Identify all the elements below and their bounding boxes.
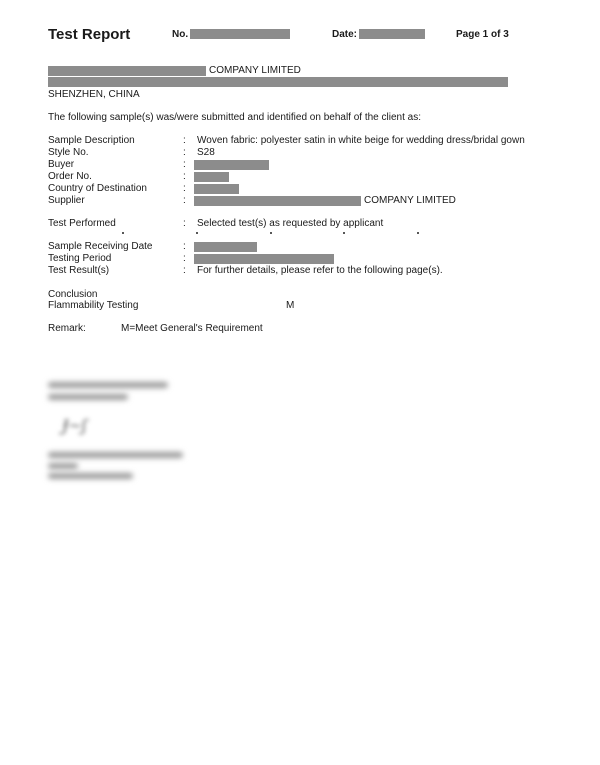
blurred-line xyxy=(48,394,128,400)
signature-scribble: Ɉ~ʃ xyxy=(62,416,87,435)
separator: : xyxy=(183,218,186,229)
separator: : xyxy=(183,265,186,276)
redacted-receiving-date xyxy=(194,242,257,252)
label-test-performed: Test Performed xyxy=(48,218,116,229)
label-style-no: Style No. xyxy=(48,147,89,158)
bullet-mark xyxy=(343,232,345,234)
redacted-applicant-name xyxy=(48,66,206,76)
label-test-results: Test Result(s) xyxy=(48,265,110,276)
value-supplier-suffix: COMPANY LIMITED xyxy=(364,195,456,206)
report-title: Test Report xyxy=(48,26,131,43)
blurred-line xyxy=(48,473,133,479)
conclusion-item-result: M xyxy=(286,300,295,311)
bullet-mark xyxy=(270,232,272,234)
separator: : xyxy=(183,159,186,170)
label-buyer: Buyer xyxy=(48,159,75,170)
redacted-country xyxy=(194,184,239,194)
conclusion-heading: Conclusion xyxy=(48,289,98,300)
redacted-date xyxy=(359,29,425,39)
label-receiving-date: Sample Receiving Date xyxy=(48,241,153,252)
redacted-supplier-name xyxy=(194,196,361,206)
separator: : xyxy=(183,241,186,252)
report-no-label: No. xyxy=(172,29,189,40)
page-indicator: Page 1 of 3 xyxy=(456,29,509,40)
redacted-applicant-address xyxy=(48,77,508,87)
separator: : xyxy=(183,171,186,182)
bullet-mark xyxy=(417,232,419,234)
bullet-mark xyxy=(122,232,124,234)
blurred-line xyxy=(48,463,78,469)
remark-text: M=Meet General's Requirement xyxy=(121,323,263,334)
redacted-report-no xyxy=(190,29,290,39)
label-supplier: Supplier xyxy=(48,195,85,206)
blurred-line xyxy=(48,452,183,458)
label-sample-description: Sample Description xyxy=(48,135,135,146)
label-order-no: Order No. xyxy=(48,171,92,182)
label-country: Country of Destination xyxy=(48,183,147,194)
bullet-mark xyxy=(196,232,198,234)
date-label: Date: xyxy=(332,29,358,40)
redacted-testing-period xyxy=(194,254,334,264)
value-test-performed: Selected test(s) as requested by applicant xyxy=(197,218,384,229)
separator: : xyxy=(183,135,186,146)
applicant-company-suffix: COMPANY LIMITED xyxy=(209,65,301,76)
intro-text: The following sample(s) was/were submitted and identified on behalf of the client as: xyxy=(48,112,421,123)
conclusion-item-label: Flammability Testing xyxy=(48,300,139,311)
redacted-order-no xyxy=(194,172,229,182)
separator: : xyxy=(183,253,186,264)
separator: : xyxy=(183,195,186,206)
applicant-city: SHENZHEN, CHINA xyxy=(48,89,140,100)
value-test-results: For further details, please refer to the following page(s). xyxy=(197,265,443,276)
remark-label: Remark: xyxy=(48,323,86,334)
value-style-no: S28 xyxy=(197,147,215,158)
label-testing-period: Testing Period xyxy=(48,253,112,264)
separator: : xyxy=(183,147,186,158)
separator: : xyxy=(183,183,186,194)
blurred-line xyxy=(48,382,168,388)
value-sample-description: Woven fabric: polyester satin in white beige for wedding dress/bridal gown xyxy=(197,135,525,146)
redacted-buyer xyxy=(194,160,269,170)
